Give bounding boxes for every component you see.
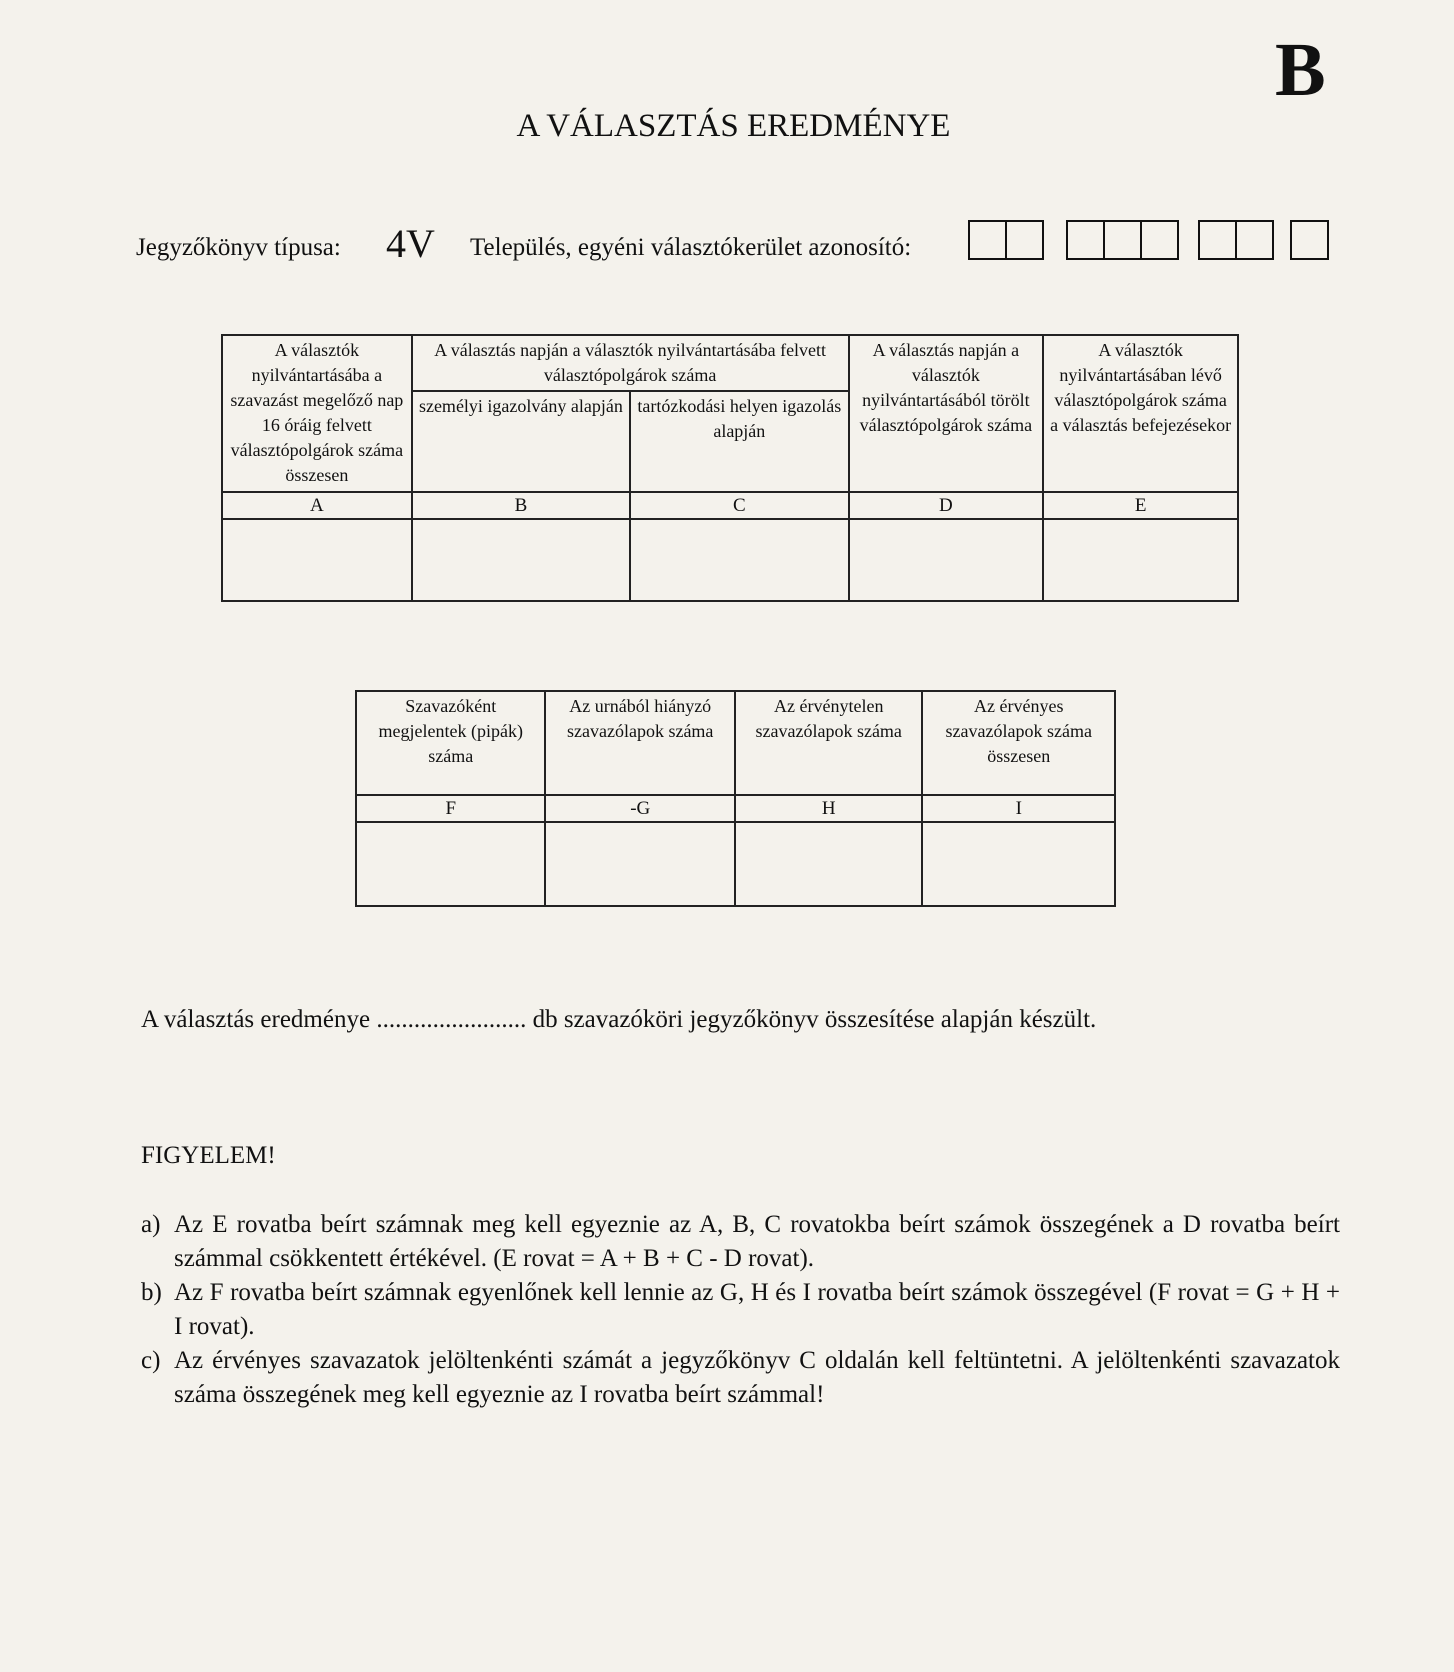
col-c-header: tartózkodási helyen igazolás alapján bbox=[630, 391, 848, 492]
district-id-boxes-3[interactable] bbox=[1198, 220, 1272, 260]
note-text: Az E rovatba beírt számnak meg kell egyeznie az A, B, C rovatokba beírt számok összegének a D rovatba beírt számmal csökkentett értékével. (E rovat = A + B + C - D rovat). bbox=[174, 1211, 1340, 1272]
col-letter: C bbox=[630, 492, 848, 519]
id-box[interactable] bbox=[1235, 220, 1274, 260]
attention-heading: FIGYELEM! bbox=[141, 1142, 276, 1169]
note-item bbox=[141, 1344, 1340, 1412]
col-letter: H bbox=[735, 795, 923, 822]
ballots-table bbox=[355, 690, 1116, 907]
district-id-label: Település, egyéni választókerület azonosító: bbox=[470, 234, 912, 261]
id-box[interactable] bbox=[968, 220, 1007, 260]
entry-cell-b[interactable] bbox=[412, 519, 630, 601]
col-letter: I bbox=[922, 795, 1115, 822]
id-box[interactable] bbox=[1198, 220, 1237, 260]
col-letter: -G bbox=[545, 795, 735, 822]
page-letter: B bbox=[1275, 28, 1326, 112]
registered-voters-table bbox=[221, 334, 1239, 602]
col-f-header: Szavazóként megjelentek (pipák) száma bbox=[356, 691, 545, 795]
id-box[interactable] bbox=[1290, 220, 1329, 260]
summary-sentence: A választás eredménye ........................ db szavazóköri jegyzőkönyv összesítése alapján készült. bbox=[141, 1006, 1097, 1033]
district-id-boxes-1[interactable] bbox=[968, 220, 1042, 260]
record-type-label: Jegyzőkönyv típusa: bbox=[136, 234, 341, 261]
page-title: A VÁLASZTÁS EREDMÉNYE bbox=[516, 108, 951, 144]
id-box[interactable] bbox=[1005, 220, 1044, 260]
entry-cell-f[interactable] bbox=[356, 822, 545, 906]
entry-cell-g[interactable] bbox=[545, 822, 735, 906]
id-box[interactable] bbox=[1066, 220, 1105, 260]
col-letter: B bbox=[412, 492, 630, 519]
entry-cell-c[interactable] bbox=[630, 519, 848, 601]
note-item bbox=[141, 1208, 1340, 1276]
entry-cell-i[interactable] bbox=[922, 822, 1115, 906]
entry-cell-h[interactable] bbox=[735, 822, 923, 906]
record-type-value: 4V bbox=[386, 221, 435, 266]
col-h-header: Az érvénytelen szavazólapok száma bbox=[735, 691, 923, 795]
entry-cell-a[interactable] bbox=[222, 519, 412, 601]
col-d-header: A választás napján a választók nyilvántartásából törölt választópolgárok száma bbox=[849, 335, 1044, 492]
id-box[interactable] bbox=[1103, 220, 1142, 260]
col-letter: D bbox=[849, 492, 1044, 519]
note-text: Az érvényes szavazatok jelöltenkénti számát a jegyzőkönyv C oldalán kell feltüntetni. A jelöltenkénti szavazatok száma összegének meg kell egyeznie az I rovatba beírt számmal! bbox=[174, 1347, 1340, 1408]
district-id-boxes-2[interactable] bbox=[1066, 220, 1177, 260]
note-item bbox=[141, 1276, 1340, 1344]
col-g-header: Az urnából hiányzó szavazólapok száma bbox=[545, 691, 735, 795]
col-letter: A bbox=[222, 492, 412, 519]
entry-cell-d[interactable] bbox=[849, 519, 1044, 601]
entry-cell-e[interactable] bbox=[1043, 519, 1238, 601]
col-i-header: Az érvényes szavazólapok száma összesen bbox=[922, 691, 1115, 795]
col-letter: E bbox=[1043, 492, 1238, 519]
note-marker: c) bbox=[141, 1347, 161, 1374]
district-id-boxes-4[interactable] bbox=[1290, 220, 1327, 260]
col-b-header: személyi igazolvány alapján bbox=[412, 391, 630, 492]
col-e-header: A választók nyilvántartásában lévő választópolgárok száma a választás befejezésekor bbox=[1043, 335, 1238, 492]
col-bc-group-header: A választás napján a választók nyilvántartásába felvett választópolgárok száma bbox=[412, 335, 849, 391]
note-marker: a) bbox=[141, 1211, 161, 1238]
col-a-header: A választók nyilvántartásába a szavazást megelőző nap 16 óráig felvett választópolgárok száma összesen bbox=[222, 335, 412, 492]
note-marker: b) bbox=[141, 1279, 162, 1306]
col-letter: F bbox=[356, 795, 545, 822]
note-text: Az F rovatba beírt számnak egyenlőnek kell lennie az G, H és I rovatba beírt számok összegével (F rovat = G + H + I rovat). bbox=[174, 1279, 1340, 1340]
id-box[interactable] bbox=[1140, 220, 1179, 260]
